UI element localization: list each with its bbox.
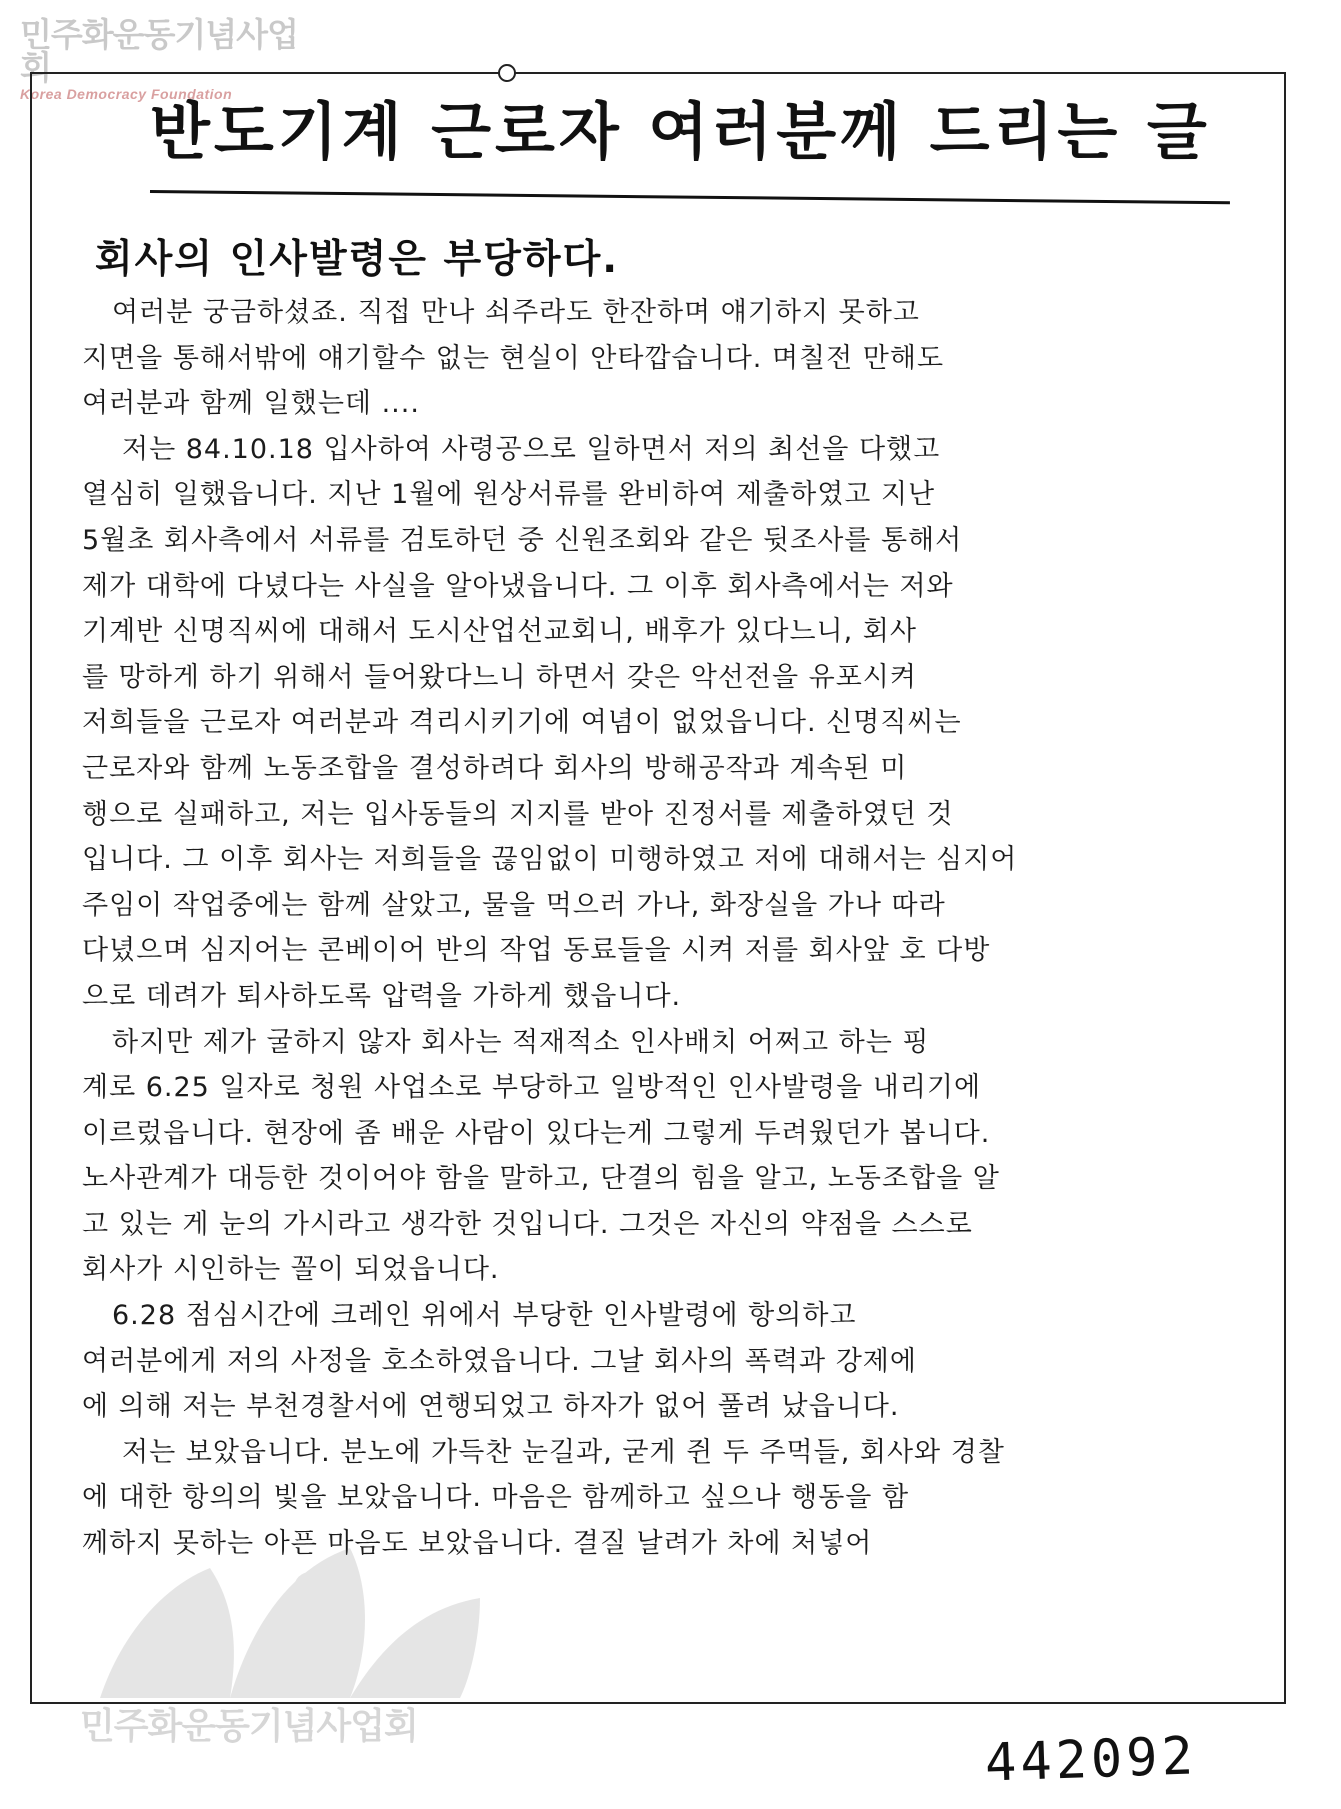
text-line: 으로 데려가 퇴사하도록 압력을 가하게 했읍니다. (82, 980, 682, 1012)
text-line: 께하지 못하는 아픈 마음도 보았읍니다. 결질 날려가 차에 처넣어 (82, 1528, 873, 1560)
text-line: 6.28 점심시간에 크레인 위에서 부당한 인사발령에 항의하고 (112, 1300, 857, 1332)
text-line: 저는 보았읍니다. 분노에 가득찬 눈길과, 굳게 쥔 두 주먹들, 회사와 경찰 (122, 1436, 1005, 1468)
text-line: 이르렀읍니다. 현장에 좀 배운 사람이 있다는게 그렇게 두려웠던가 봅니다. (82, 1117, 991, 1149)
text-line: 여러분 궁금하셨죠. 직접 만나 쇠주라도 한잔하며 얘기하지 못하고 (112, 297, 920, 328)
text-line: 여러분과 함께 일했는데 .... (82, 388, 420, 420)
text-line: 다녔으며 심지어는 콘베이어 반의 작업 동료들을 시켜 저를 회사앞 호 다방 (82, 935, 991, 967)
text-line: 지면을 통해서밖에 얘기할수 없는 현실이 안타깝습니다. 며칠전 만해도 (82, 342, 945, 374)
section-heading: 회사의 인사발령은 부당하다. (95, 237, 620, 282)
text-line: 저는 84.10.18 입사하여 사령공으로 일하면서 저의 최선을 다했고 (122, 433, 941, 465)
watermark-korean-bottom: 민주화운동기념사업회 (80, 1706, 418, 1747)
text-line: 기계반 신명직씨에 대해서 도시산업선교회니, 배후가 있다느니, 회사 (82, 616, 917, 648)
letter-body (82, 290, 1272, 1567)
document-number: 442092 (984, 1726, 1198, 1794)
text-line: 에 의해 저는 부천경찰서에 연행되었고 하자가 없어 풀려 났읍니다. (82, 1391, 900, 1423)
text-line: 열심히 일했읍니다. 지난 1월에 원상서류를 완비하여 제출하였고 지난 (82, 479, 936, 511)
text-line: 에 대한 항의의 빛을 보았읍니다. 마음은 함께하고 싶으나 행동을 함 (82, 1482, 910, 1514)
text-line: 회사가 시인하는 꼴이 되었읍니다. (82, 1254, 500, 1286)
text-line: 행으로 실패하고, 저는 입사동들의 지지를 받아 진정서를 제출하였던 것 (82, 798, 954, 830)
text-line: 를 망하게 하기 위해서 들어왔다느니 하면서 갖은 악선전을 유포시켜 (82, 661, 917, 693)
text-line: 저희들을 근로자 여러분과 격리시키기에 여념이 없었읍니다. 신명직씨는 (82, 707, 962, 739)
text-line: 노사관계가 대등한 것이어야 함을 말하고, 단결의 힘을 알고, 노동조합을 알 (82, 1163, 1000, 1195)
text-line: 여러분에게 저의 사정을 호소하였읍니다. 그날 회사의 폭력과 강제에 (82, 1345, 917, 1377)
text-line: 근로자와 함께 노동조합을 결성하려다 회사의 방해공작과 계속된 미 (82, 752, 908, 784)
document-title: 반도기계 근로자 여러분께 드리는 글 (150, 95, 1211, 168)
text-line: 5월초 회사측에서 서류를 검토하던 중 신원조회와 같은 뒷조사를 통해서 (82, 524, 963, 556)
watermark-english: Korea Democracy Foundation (20, 86, 233, 102)
text-line: 제가 대학에 다녔다는 사실을 알아냈읍니다. 그 이후 회사측에서는 저와 (82, 570, 954, 602)
frame-notch (498, 64, 516, 82)
text-line: 입니다. 그 이후 회사는 저희들을 끊임없이 미행하였고 저에 대해서는 심지어 (82, 844, 1018, 876)
watermark-korean: 민주화운동기념사업회 (20, 15, 298, 87)
text-line: 계로 6.25 일자로 청원 사업소로 부당하고 일방적인 인사발령을 내리기에 (82, 1072, 982, 1104)
text-line: 주임이 작업중에는 함께 살았고, 물을 먹으러 가나, 화장실을 가나 따라 (82, 889, 946, 921)
text-line: 고 있는 게 눈의 가시라고 생각한 것입니다. 그것은 자신의 약점을 스스로 (82, 1208, 973, 1240)
text-line: 하지만 제가 굴하지 않자 회사는 적재적소 인사배치 어쩌고 하는 핑 (112, 1026, 930, 1058)
